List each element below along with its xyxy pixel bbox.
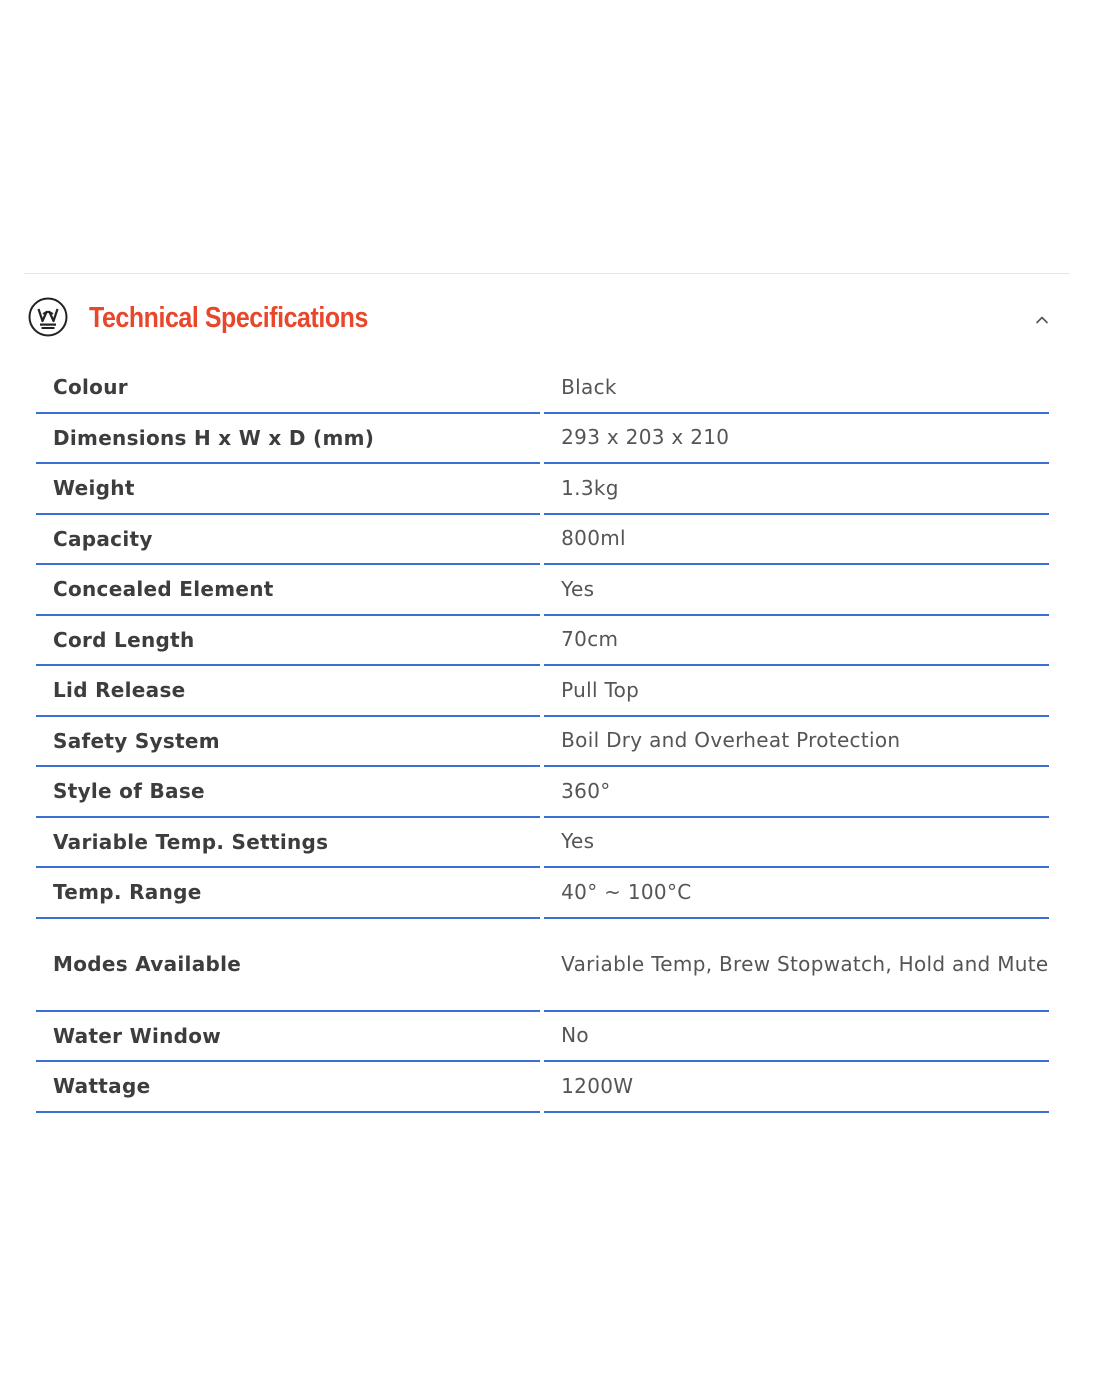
spec-value: 1.3kg [544,464,1049,515]
westinghouse-logo-icon [28,297,68,337]
spec-value: 1200W [544,1062,1049,1113]
table-row [36,818,1049,869]
specifications-accordion [24,273,1070,364]
table-row [36,565,1049,616]
spec-label: Lid Release [36,666,540,717]
spec-value: Pull Top [544,666,1049,717]
spec-value: Yes [544,818,1049,869]
spec-label: Style of Base [36,767,540,818]
table-row [36,717,1049,768]
spec-label: Dimensions H x W x D (mm) [36,414,540,465]
table-row [36,363,1049,414]
spec-label: Water Window [36,1012,540,1063]
spec-label: Safety System [36,717,540,768]
table-row [36,616,1049,667]
spec-label: Wattage [36,1062,540,1113]
spec-label: Capacity [36,515,540,566]
spec-value: Boil Dry and Overheat Protection [544,717,1049,768]
table-row [36,868,1049,919]
table-row [36,1062,1049,1113]
table-row [36,767,1049,818]
chevron-up-icon[interactable] [1032,310,1052,330]
spec-value: No [544,1012,1049,1063]
table-row [36,414,1049,465]
table-row [36,515,1049,566]
table-row [36,1012,1049,1063]
spec-value: Black [544,363,1049,414]
spec-value: Yes [544,565,1049,616]
spec-value: Variable Temp, Brew Stopwatch, Hold and Mute [544,919,1049,1012]
spec-label: Cord Length [36,616,540,667]
specifications-table [32,363,1053,1113]
table-row [36,666,1049,717]
spec-value: 360° [544,767,1049,818]
spec-value: 70cm [544,616,1049,667]
spec-label: Temp. Range [36,868,540,919]
table-row [36,464,1049,515]
spec-value: 293 x 203 x 210 [544,414,1049,465]
table-row [36,919,1049,1012]
spec-label: Variable Temp. Settings [36,818,540,869]
spec-label: Colour [36,363,540,414]
spec-value: 800ml [544,515,1049,566]
section-title: Technical Specifications [89,302,368,334]
spec-label: Weight [36,464,540,515]
accordion-header[interactable] [24,274,1070,364]
spec-label: Modes Available [36,919,540,1012]
spec-value: 40° ~ 100°C [544,868,1049,919]
spec-label: Concealed Element [36,565,540,616]
